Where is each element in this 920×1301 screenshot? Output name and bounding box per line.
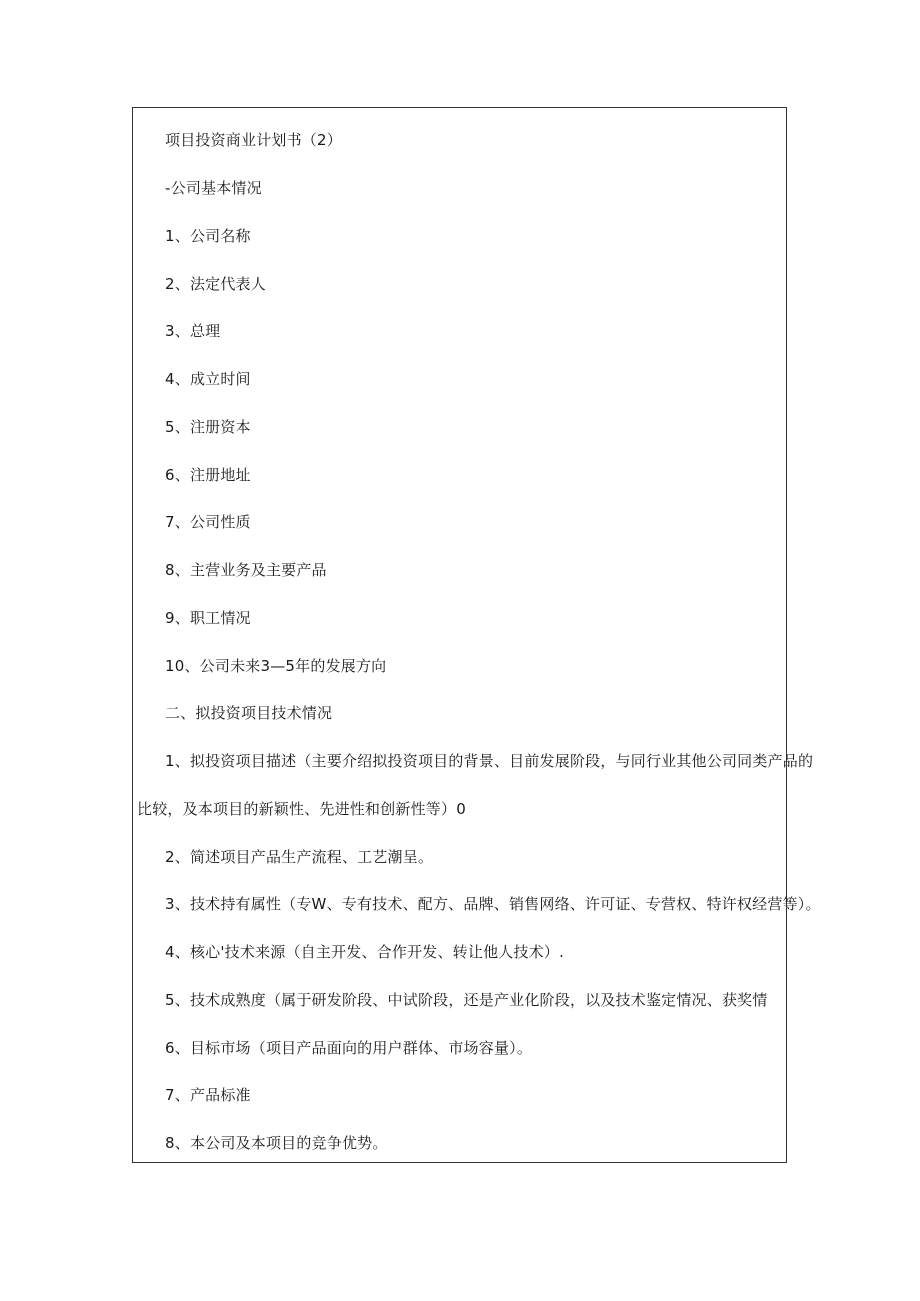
list-item: 5、技术成熟度（属于研发阶段、中试阶段，还是产业化阶段，以及技术鉴定情况、获奖情 xyxy=(165,991,768,1009)
list-item: 2、简述项目产品生产流程、工艺潮呈。 xyxy=(165,848,434,866)
section-heading-company-info: -公司基本情况 xyxy=(165,179,262,197)
list-item: 6、注册地址 xyxy=(165,466,251,484)
list-item: 4、核心'技术来源（自主开发、合作开发、转让他人技术）. xyxy=(165,943,565,961)
list-item-continuation: 比较，及本项目的新颖性、先进性和创新性等）0 xyxy=(137,800,466,818)
list-item: 1、公司名称 xyxy=(165,227,251,245)
list-item: 3、技术持有属性（专W、专有技术、配方、品牌、销售网络、许可证、专营权、特许权经营等）。 xyxy=(165,895,821,913)
list-item: 10、公司未来3—5年的发展方向 xyxy=(165,657,387,675)
list-item: 5、注册资本 xyxy=(165,418,251,436)
document-title: 项目投资商业计划书（2） xyxy=(165,131,342,149)
list-item: 8、本公司及本项目的竞争优势。 xyxy=(165,1134,388,1152)
list-item: 2、法定代表人 xyxy=(165,275,266,293)
list-item: 8、主营业务及主要产品 xyxy=(165,561,327,579)
section-heading-technology: 二、拟投资项目技术情况 xyxy=(165,704,333,722)
list-item: 7、产品标准 xyxy=(165,1086,251,1104)
list-item: 4、成立时间 xyxy=(165,370,251,388)
list-item: 6、目标市场（项目产品面向的用户群体、市场容量）。 xyxy=(165,1039,533,1057)
list-item: 1、拟投资项目描述（主要介绍拟投资项目的背景、目前发展阶段，与同行业其他公司同类产品的 xyxy=(165,752,814,770)
list-item: 7、公司性质 xyxy=(165,513,251,531)
list-item: 9、职工情况 xyxy=(165,609,251,627)
list-item: 3、总理 xyxy=(165,322,221,340)
